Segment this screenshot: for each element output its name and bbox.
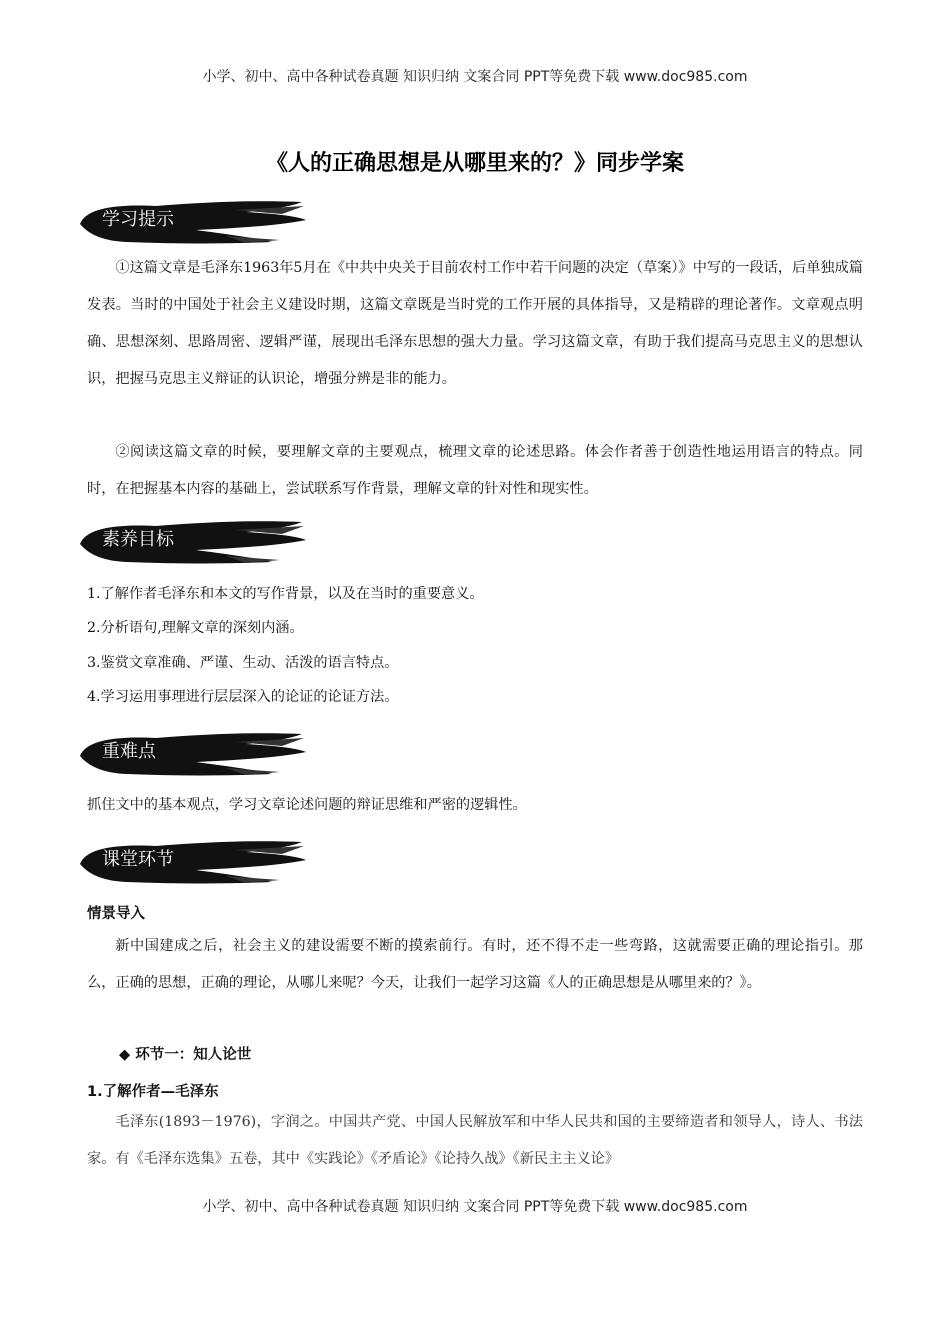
section-banner-class bbox=[76, 836, 316, 888]
section-banner-key bbox=[76, 728, 316, 780]
intro-heading: 情景导入 bbox=[87, 906, 145, 922]
document-title: 《人的正确思想是从哪里来的？》同步学案 bbox=[265, 151, 684, 176]
goal-item-3: 3.鉴赏文章准确、严谨、生动、活泼的语言特点。 bbox=[87, 655, 399, 671]
section-heading: 课堂环节 bbox=[102, 849, 174, 870]
tips-paragraph-2: ②阅读这篇文章的时候，要理解文章的主要观点，梳理文章的论述思路。体会作者善于创造性地运用语言的特点。同时，在把握基本内容的基础上，尝试联系写作背景，理解文章的针对性和现实性。 bbox=[87, 444, 863, 497]
section-heading: 重难点 bbox=[102, 741, 156, 762]
section-banner-goals bbox=[76, 516, 316, 568]
goal-item-2: 2.分析语句,理解文章的深刻内涵。 bbox=[87, 620, 304, 636]
intro-paragraph: 新中国建成之后，社会主义的建设需要不断的摸索前行。有时，还不得不走一些弯路，这就需要正确的理论指引。那么，正确的思想，正确的理论，从哪儿来呢？今天，让我们一起学习这篇《人的正确思想是从哪里来的？》。 bbox=[87, 938, 863, 991]
section-banner-tips bbox=[76, 196, 316, 248]
page-footer: 小学、初中、高中各种试卷真题 知识归纳 文案合同 PPT等免费下载 www.doc985.com bbox=[202, 1199, 748, 1215]
goal-item-4: 4.学习运用事理进行层层深入的论证的论证方法。 bbox=[87, 689, 399, 705]
author-paragraph: 毛泽东(1893－1976)，字润之。中国共产党、中国人民解放军和中华人民共和国的主要缔造者和领导人，诗人、书法家。有《毛泽东选集》五卷，其中《实践论》《矛盾论》《论持久战》《新民主主义论》 bbox=[87, 1114, 863, 1167]
goal-item-1: 1.了解作者毛泽东和本文的写作背景，以及在当时的重要意义。 bbox=[87, 586, 484, 602]
section-heading: 素养目标 bbox=[102, 529, 174, 550]
section-heading: 学习提示 bbox=[102, 209, 174, 230]
tips-paragraph-1: ①这篇文章是毛泽东1963年5月在《中共中央关于目前农村工作中若干问题的决定（草案）》中写的一段话，后单独成篇发表。当时的中国处于社会主义建设时期，这篇文章既是当时党的工作开展的具体指导，又是精辟的理论著作。文章观点明确、思想深刻、思路周密、逻辑严谨，展现出毛泽东思想的强大力量。学习这篇文章，有助于我们提高马克思主义的思想认识，把握马克思主义辩证的认识论，增强分辨是非的能力。 bbox=[87, 260, 863, 387]
page-header: 小学、初中、高中各种试卷真题 知识归纳 文案合同 PPT等免费下载 www.doc985.com bbox=[202, 69, 748, 85]
step-one-heading: ◆ 环节一：知人论世 bbox=[119, 1047, 252, 1063]
author-subheading: 1.了解作者—毛泽东 bbox=[87, 1084, 219, 1100]
key-points-text: 抓住文中的基本观点，学习文章论述问题的辩证思维和严密的逻辑性。 bbox=[87, 797, 527, 813]
